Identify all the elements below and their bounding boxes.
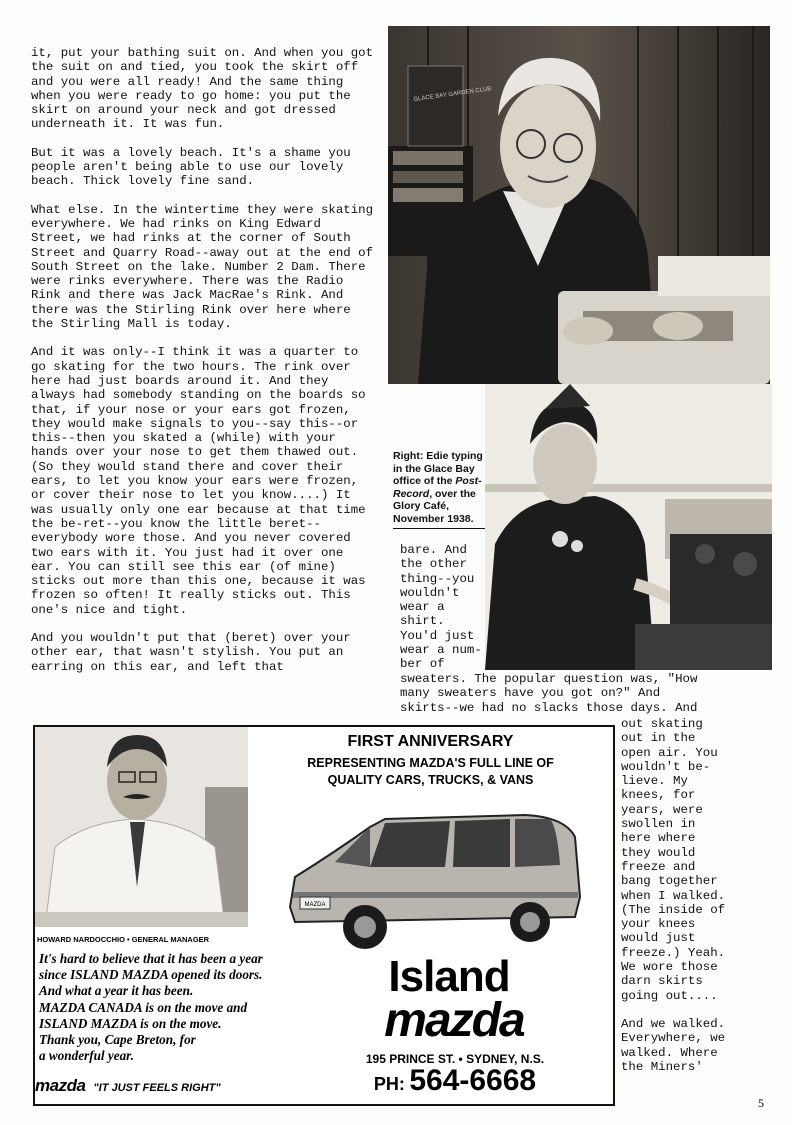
text-line: knees, for	[621, 788, 696, 803]
ad-slogan: "IT JUST FEELS RIGHT"	[93, 1082, 221, 1094]
text-line: We wore those	[621, 960, 718, 975]
ad-subheadline	[248, 755, 613, 789]
caption-text: office of the	[393, 475, 456, 487]
right-column	[621, 717, 771, 1074]
ad-body-line: And what a year it has been.	[39, 983, 194, 999]
text-line: out in the	[621, 731, 696, 746]
caption-line: Glory Café,	[393, 500, 450, 512]
text-line: darn skirts	[621, 974, 703, 989]
text-line: thing--you	[400, 571, 475, 586]
caption-line: in the Glace Bay	[393, 462, 475, 475]
text-line: the Miners'	[621, 1059, 703, 1074]
caption-rule	[393, 528, 485, 529]
text-line: your knees	[621, 917, 696, 932]
text-line: Everywhere, we	[621, 1031, 726, 1046]
ad-body-line: Thank you, Cape Breton, for	[39, 1032, 196, 1048]
manager-photo	[35, 727, 248, 927]
caption-text: , over the	[429, 487, 476, 500]
text-line: sweaters. The popular question was, "How	[400, 672, 698, 686]
caption-line: November 1938.	[393, 512, 474, 525]
mazda-advertisement	[33, 725, 615, 1106]
text-line: swollen in	[621, 817, 696, 832]
text-line: And we walked.	[621, 1016, 726, 1031]
text-line: bang together	[621, 874, 718, 889]
wide-lines	[400, 672, 772, 715]
paragraph-gap	[621, 1003, 771, 1017]
mazda-slogan-row	[35, 1076, 305, 1096]
ad-body-line: MAZDA CANADA is on the move and	[39, 999, 248, 1015]
photo-edie-typing-1938	[485, 384, 772, 670]
text-line: going out....	[621, 988, 718, 1003]
text-line: the other	[400, 557, 467, 572]
paragraph: And you wouldn't put that (beret) over your other ear, that wasn't stylish. You put an earring on this ear, and left that	[31, 630, 351, 674]
ad-body-line: a wonderful year.	[39, 1048, 134, 1064]
text-line: wear a num-	[400, 643, 482, 658]
text-line: freeze.) Yeah.	[621, 945, 726, 960]
text-line: wouldn't be-	[621, 759, 711, 774]
mazda-logo-large: mazda	[384, 994, 524, 1047]
caption-line	[393, 475, 485, 488]
phone-number: 564-6668	[409, 1064, 537, 1097]
ad-body-line: since ISLAND MAZDA opened its doors.	[39, 967, 263, 983]
text-line: would just	[621, 931, 696, 946]
text-line: open air. You	[621, 745, 718, 760]
manager-image	[35, 727, 248, 927]
text-line: bare. And	[400, 543, 467, 557]
page-number: 5	[758, 1096, 764, 1110]
ad-body-line: ISLAND MAZDA is on the move.	[39, 1015, 222, 1031]
text-line: when I walked.	[621, 888, 726, 903]
photo-edie-typing-older	[388, 26, 770, 384]
paragraph: And it was only--I think it was a quarter to go skating for the two hours. The rink over here had just boards around it. And they always had somebody standing on the boards so that, if your nose or your ears got frozen, they would make signals to you--say this--or this--then you skated a (while) with your hands over your nose to get them thawed out. (So they would stand there and cover their ears, to let you know your ears were frozen, or cover their nose to let you know....) It was usually only one ear because at that time the be-ret--you know the little beret--everybody wore those. And you never covered two ears with it. You just had it over one ear. You can still see this ear (of mine) sticks out more than this one, because it was frozen so often! It really sticks out. This one's nice and tight.	[31, 345, 366, 617]
ad-body-line: It's hard to believe that it has been a year	[39, 951, 263, 966]
text-line: many sweaters have you got on?" And	[400, 686, 661, 701]
left-column	[31, 46, 376, 688]
photo-edie-older-image	[388, 26, 770, 384]
mazda-logo-small: mazda	[35, 1076, 86, 1095]
text-line: You'd just	[400, 628, 475, 643]
narrow-column	[400, 543, 485, 672]
paragraph: But it was a lovely beach. It's a shame you people aren't being able to use our lovely beach. Thick lovely fine sand.	[31, 145, 351, 189]
phone-label: PH:	[373, 1074, 405, 1094]
island-wordmark: Island	[388, 952, 510, 1001]
text-line: wear a	[400, 600, 445, 615]
photo-caption	[393, 450, 485, 529]
text-line: ber of	[400, 657, 445, 672]
van-plate: MAZDA	[304, 902, 326, 908]
paragraph: What else. In the wintertime they were skating everywhere. We had rinks on King Edward Street, we had rinks at the corner of South Street and Quarry Road--away out at the end of South Street on the lake. Number 2 Dam. There were rinks everywhere. There was the Radio Rink and there was Jack MacRae's Rink. And there was the Stirling Rink over here where the Stirling Mall is today.	[31, 202, 374, 332]
photo-edie-young-image	[485, 384, 772, 670]
dealer-phone	[335, 1064, 575, 1098]
text-line: out skating	[621, 717, 703, 731]
caption-line: Right: Edie typing	[393, 450, 483, 462]
text-line: they would	[621, 845, 696, 860]
ad-subheadline-line: REPRESENTING MAZDA'S FULL LINE OF	[307, 756, 554, 770]
caption-line	[393, 488, 485, 501]
text-line: walked. Where	[621, 1045, 718, 1060]
ad-headline: FIRST ANNIVERSARY	[347, 733, 514, 750]
text-line: years, were	[621, 802, 703, 817]
manager-caption: HOWARD NARDOCCHIO • GENERAL MANAGER	[37, 935, 210, 944]
text-line: (The inside of	[621, 902, 726, 917]
caption-italic: Record	[393, 487, 430, 500]
mazda-mpv-van-image	[275, 797, 585, 957]
ad-body-text	[39, 951, 269, 1064]
caption-italic: Post-	[455, 475, 482, 487]
text-line: lieve. My	[621, 774, 688, 789]
text-line: here where	[621, 831, 696, 846]
text-line: skirts--we had no slacks those days. And	[400, 700, 698, 715]
ad-subheadline-line: QUALITY CARS, TRUCKS, & VANS	[327, 773, 534, 787]
paragraph: it, put your bathing suit on. And when you got the suit on and tied, you took the skirt off and you were all ready! And the same thing when you were ready to go home: you put the skirt on around your neck and got dressed underneath it. It was fun.	[31, 46, 374, 132]
book-title: GLACE BAY GARDEN CLUB	[413, 86, 492, 104]
text-line: shirt.	[400, 614, 445, 629]
dealer-address: 195 PRINCE ST. • SYDNEY, N.S.	[365, 1052, 545, 1066]
text-line: freeze and	[621, 859, 696, 874]
text-line: wouldn't	[400, 585, 460, 600]
